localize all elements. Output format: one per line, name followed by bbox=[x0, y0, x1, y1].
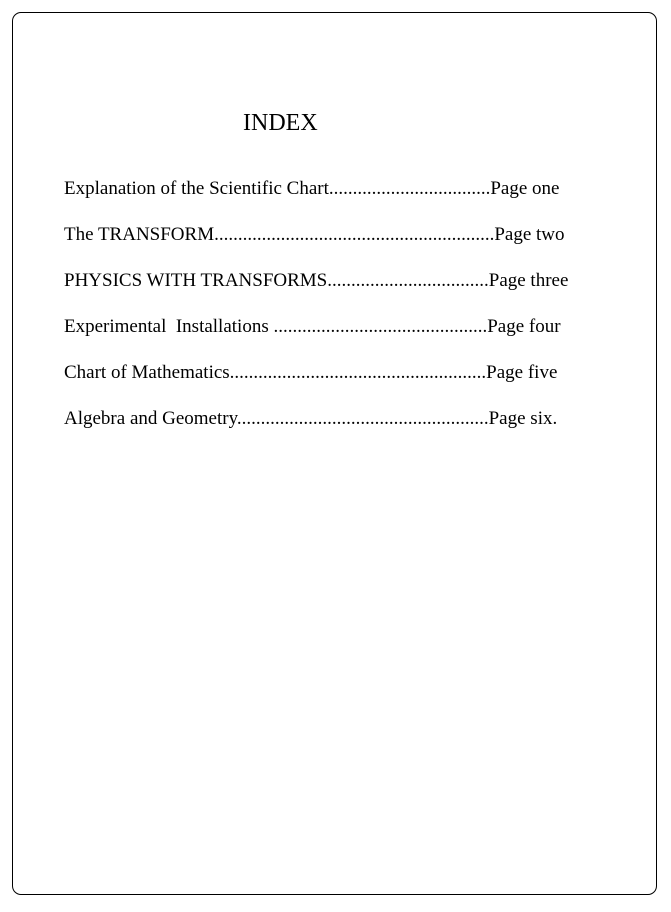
toc-entry-physics-with-transforms: PHYSICS WITH TRANSFORMS..................................Page three bbox=[64, 270, 569, 291]
toc-entry-scientific-chart: Explanation of the Scientific Chart..................................Page one bbox=[64, 178, 560, 199]
toc-entry-transform: The TRANSFORM...........................................................Page two bbox=[64, 224, 565, 245]
toc-entry-experimental-installations: Experimental Installations .............................................Page four bbox=[64, 316, 561, 337]
toc-entry-algebra-and-geometry: Algebra and Geometry.....................................................Page six. bbox=[64, 408, 558, 429]
toc-entry-chart-of-mathematics: Chart of Mathematics......................................................Page five bbox=[64, 362, 558, 383]
index-title: INDEX bbox=[243, 110, 318, 136]
page-frame bbox=[12, 12, 657, 895]
